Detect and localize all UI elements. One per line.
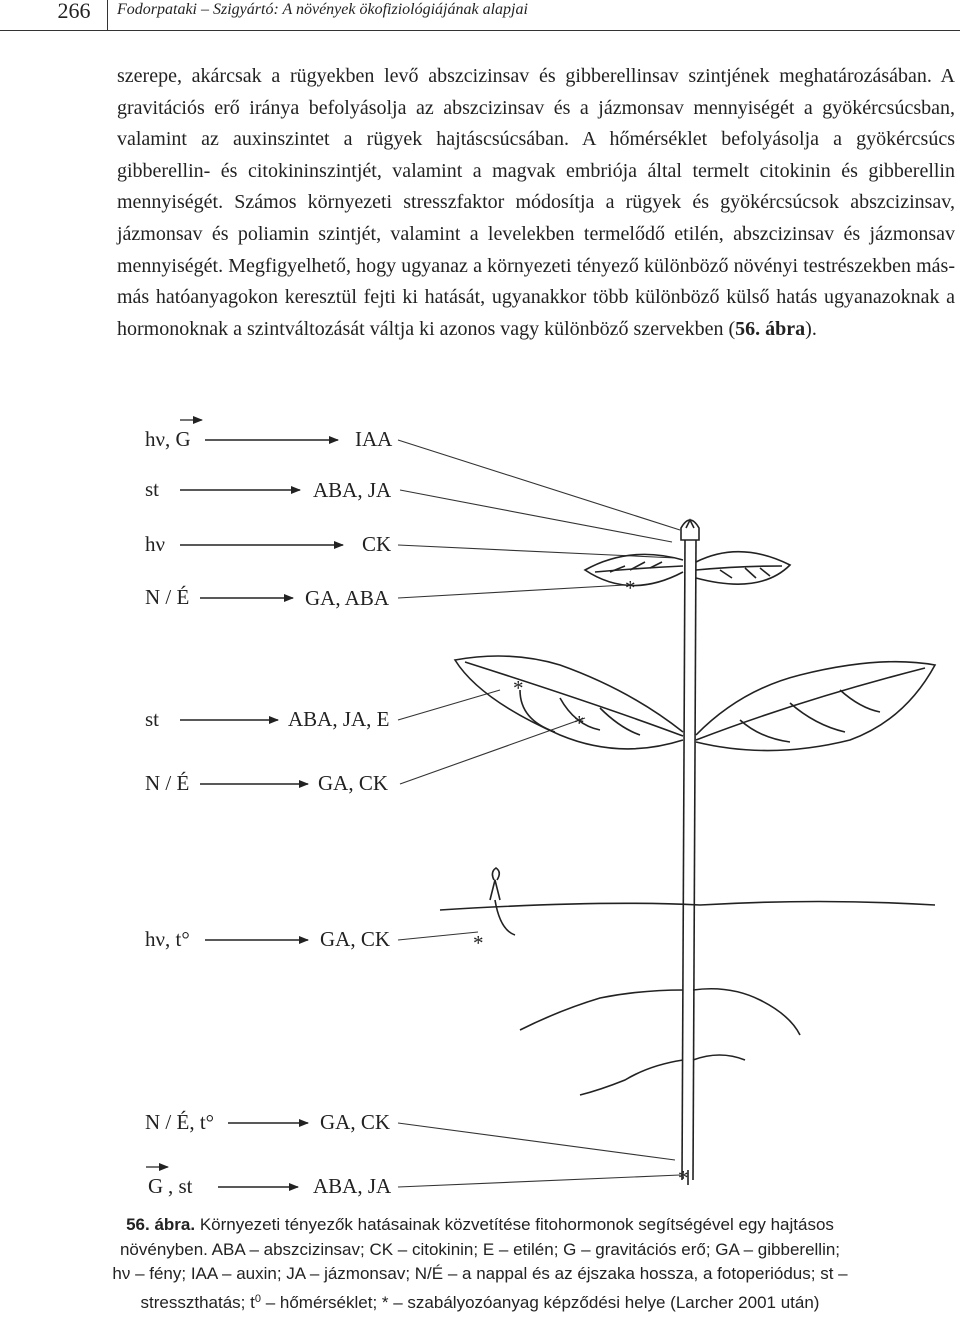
factor-label: , st (168, 1174, 193, 1198)
hormone-label: ABA, JA (313, 1174, 392, 1198)
plant-hormone-figure (0, 405, 960, 1205)
factor-label: hν, t° (145, 927, 190, 951)
factor-label: st (145, 707, 160, 731)
factor-arrows (180, 440, 343, 1187)
header-rule (0, 30, 960, 31)
factor-label: hν, G (145, 427, 191, 451)
hormone-label: ABA, JA, E (288, 707, 390, 731)
hormone-labels (288, 427, 393, 1198)
factor-label: st (145, 477, 160, 501)
caption-text: Környezeti tényezők hatásainak közvetítése fitohormonok segítségével egy hajtásos növényben. ABA – abszcizinsav; CK – citokinin; E – etilén; G – gravitációs erő; GA – gibberellin; hν – fény; IAA – auxin; JA – jázmonsav; N/É – a nappal és az éjszaka hossza, a fotoperiódus; st – stresszthatás; t (112, 1215, 848, 1312)
root-right-2 (693, 1055, 745, 1060)
stem (682, 540, 685, 1180)
page-number: 266 (57, 0, 91, 23)
caption-label: 56. ábra. (126, 1215, 196, 1234)
soil-surface (440, 902, 935, 911)
header-separator (107, 0, 108, 30)
factor-label: hν (145, 532, 165, 556)
asterisk-icon: * (625, 576, 636, 600)
asterisk-icon: * (513, 676, 524, 700)
root-left-2 (580, 1060, 683, 1095)
factor-label: N / É (145, 771, 190, 795)
running-title: Fodorpataki – Szigyártó: A növények ökofiziológiájának alapjai (117, 1, 528, 18)
leaf-upper-right (696, 552, 790, 584)
page-header (0, 0, 960, 30)
asterisk-icon: * (678, 1166, 689, 1190)
seedling (490, 868, 500, 900)
hormone-label: GA, CK (318, 771, 389, 795)
caption-superscript: 0 (254, 1292, 261, 1305)
factor-vector-label: G (148, 1174, 164, 1198)
asterisk-icon: * (473, 931, 484, 955)
hormone-label: GA, CK (320, 927, 391, 951)
connector-lines (398, 440, 680, 1187)
hormone-label: CK (362, 532, 392, 556)
hormone-label: GA, CK (320, 1110, 391, 1134)
body-paragraph (117, 61, 955, 345)
apical-bud (681, 520, 699, 540)
asterisk-markers (473, 576, 689, 1190)
root-left-1 (520, 990, 683, 1030)
factor-label: N / É, t° (145, 1110, 215, 1134)
caption-text-end: – hőmérséklet; * – szabályozóanyag képződési helye (Larcher 2001 után) (260, 1292, 820, 1312)
factor-label: N / É (145, 585, 190, 609)
root-right-1 (693, 989, 800, 1035)
hormone-label: IAA (355, 427, 393, 451)
body-text-part2: ). (805, 317, 817, 340)
plant-illustration (440, 520, 935, 1185)
hormone-label: ABA, JA (313, 478, 392, 502)
figure-caption (110, 1213, 850, 1315)
factor-labels (145, 427, 214, 1198)
asterisk-icon: * (574, 711, 585, 735)
hormone-label: GA, ABA (305, 586, 390, 610)
figure-reference: 56. ábra (735, 317, 806, 340)
body-text-part1: szerepe, akárcsak a rügyekben levő abszcizinsav és gibberellinsav szintjének meghatározásában. A gravitációs erő iránya befolyásolja az abszcizinsav és a jázmonsav mennyiségét a gyökércsúcsban, valamint az auxinszintet a rügyek hajtáscsúcsában. A hőmérséklet befolyásolja a gyökércsúcs gibberellin- és citokininszintjét, valamint a magvak embriója által termelt citokinin és gibberellin mennyiségét. Számos környezeti stresszfaktor módosítja a rügyek és gyökércsúcsok abszcizinsav, jázmonsav és poliamin szintjét, valamint a levelekben termelődő etilén, abszcizinsav és jázmonsav mennyiségét. Megfigyelhető, hogy ugyanaz a környezeti tényező különböző növényi testrészekben más-más hatóanyagokon keresztül fejti ki hatását, ugyanakkor több különböző külső hatás ugyanazoknak a hormonoknak a szintváltozását váltja ki azonos vagy különböző szervekben ( (117, 65, 955, 340)
